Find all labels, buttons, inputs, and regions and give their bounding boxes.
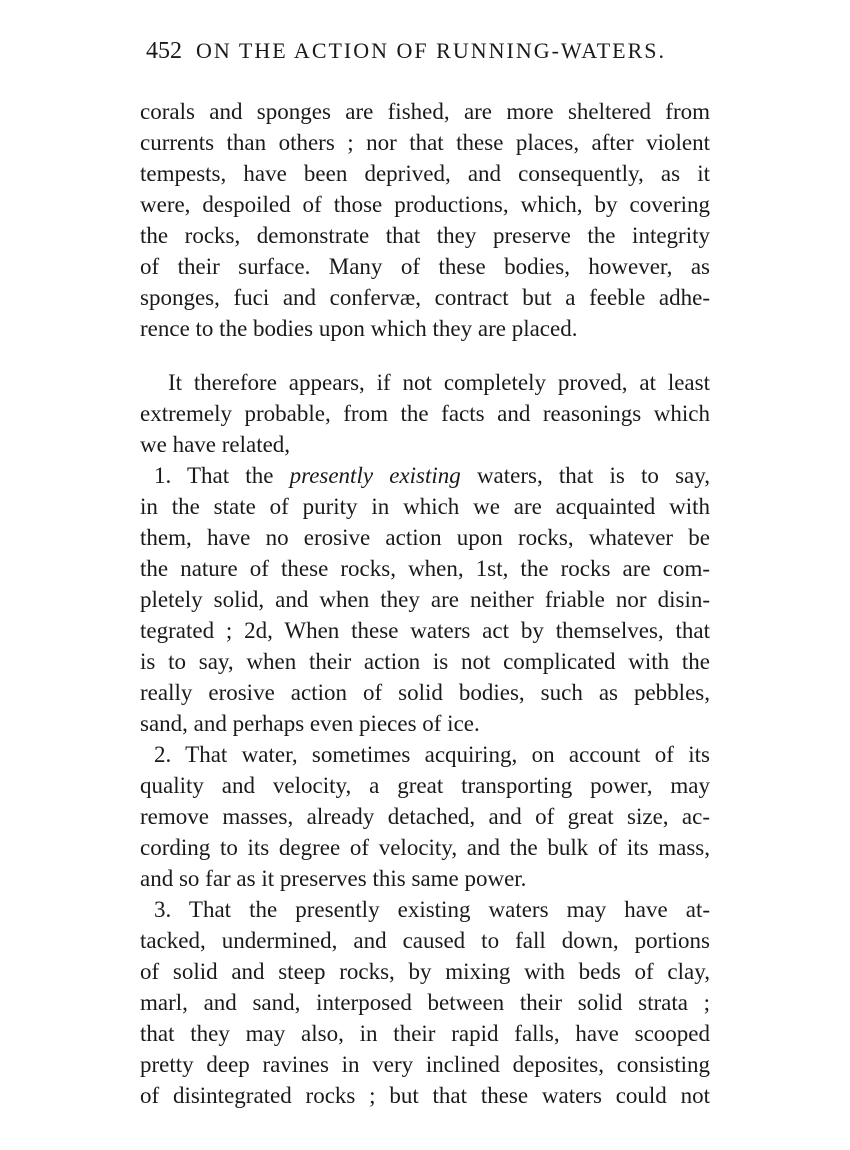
text-line: sponges, fuci and confervæ, contract but a feeble adhe- <box>140 285 710 310</box>
text-line: were, despoiled of those productions, which, by covering <box>140 192 710 217</box>
paragraph-intro <box>140 367 710 460</box>
text-line: we have related, <box>140 432 291 457</box>
text-line: cording to its degree of velocity, and the bulk of its mass, <box>140 835 710 860</box>
text-line: tacked, undermined, and caused to fall down, portions <box>140 928 710 953</box>
text-line: remove masses, already detached, and of great size, ac- <box>140 804 710 829</box>
text-line: that they may also, in their rapid falls, have scooped <box>140 1021 710 1046</box>
text-line: tegrated ; 2d, When these waters act by themselves, that <box>140 618 710 643</box>
text-line: 3. That the presently existing waters may have at- <box>154 897 710 922</box>
text-line: is to say, when their action is not complicated with the <box>140 649 710 674</box>
text-line: 2. That water, sometimes acquiring, on account of its <box>154 742 710 767</box>
text-line: pletely solid, and when they are neither friable nor disin- <box>140 587 710 612</box>
list-item-1 <box>140 460 710 739</box>
running-header <box>146 38 716 65</box>
text-line: marl, and sand, interposed between their solid strata ; <box>140 990 710 1015</box>
conclusions-section <box>140 367 710 1111</box>
text-line: sand, and perhaps even pieces of ice. <box>140 711 480 736</box>
text-line: and so far as it preserves this same power. <box>140 866 527 891</box>
text-line: quality and velocity, a great transporting power, may <box>140 773 710 798</box>
text-line: of their surface. Many of these bodies, however, as <box>140 254 710 279</box>
text-line: in the state of purity in which we are acquainted with <box>140 494 710 519</box>
text-line: pretty deep ravines in very inclined deposites, consisting <box>140 1052 710 1077</box>
text-line: 1. That the presently existing waters, that is to say, <box>154 463 711 488</box>
text-line: currents than others ; nor that these places, after violent <box>140 130 710 155</box>
text-line: the rocks, demonstrate that they preserve the integrity <box>140 223 710 248</box>
page-number: 452 <box>146 38 182 64</box>
list-item-3 <box>140 894 710 1111</box>
text-line: rence to the bodies upon which they are placed. <box>140 316 578 341</box>
text-line: of solid and steep rocks, by mixing with beds of clay, <box>140 959 710 984</box>
text-line: the nature of these rocks, when, 1st, the rocks are com- <box>140 556 710 581</box>
running-title: ON THE ACTION OF RUNNING-WATERS. <box>196 38 666 63</box>
text-line: corals and sponges are fished, are more sheltered from <box>140 99 710 124</box>
text-line: extremely probable, from the facts and reasonings which <box>140 401 710 426</box>
italic-phrase: presently existing <box>289 463 461 488</box>
paragraph-corals <box>140 96 710 344</box>
text-line: them, have no erosive action upon rocks, whatever be <box>140 525 710 550</box>
text-line: of disintegrated rocks ; but that these waters could not <box>140 1083 710 1108</box>
list-item-2 <box>140 739 710 894</box>
text-line: It therefore appears, if not completely proved, at least <box>168 370 710 395</box>
text-line: tempests, have been deprived, and consequently, as it <box>140 161 710 186</box>
text-line: really erosive action of solid bodies, such as pebbles, <box>140 680 710 705</box>
